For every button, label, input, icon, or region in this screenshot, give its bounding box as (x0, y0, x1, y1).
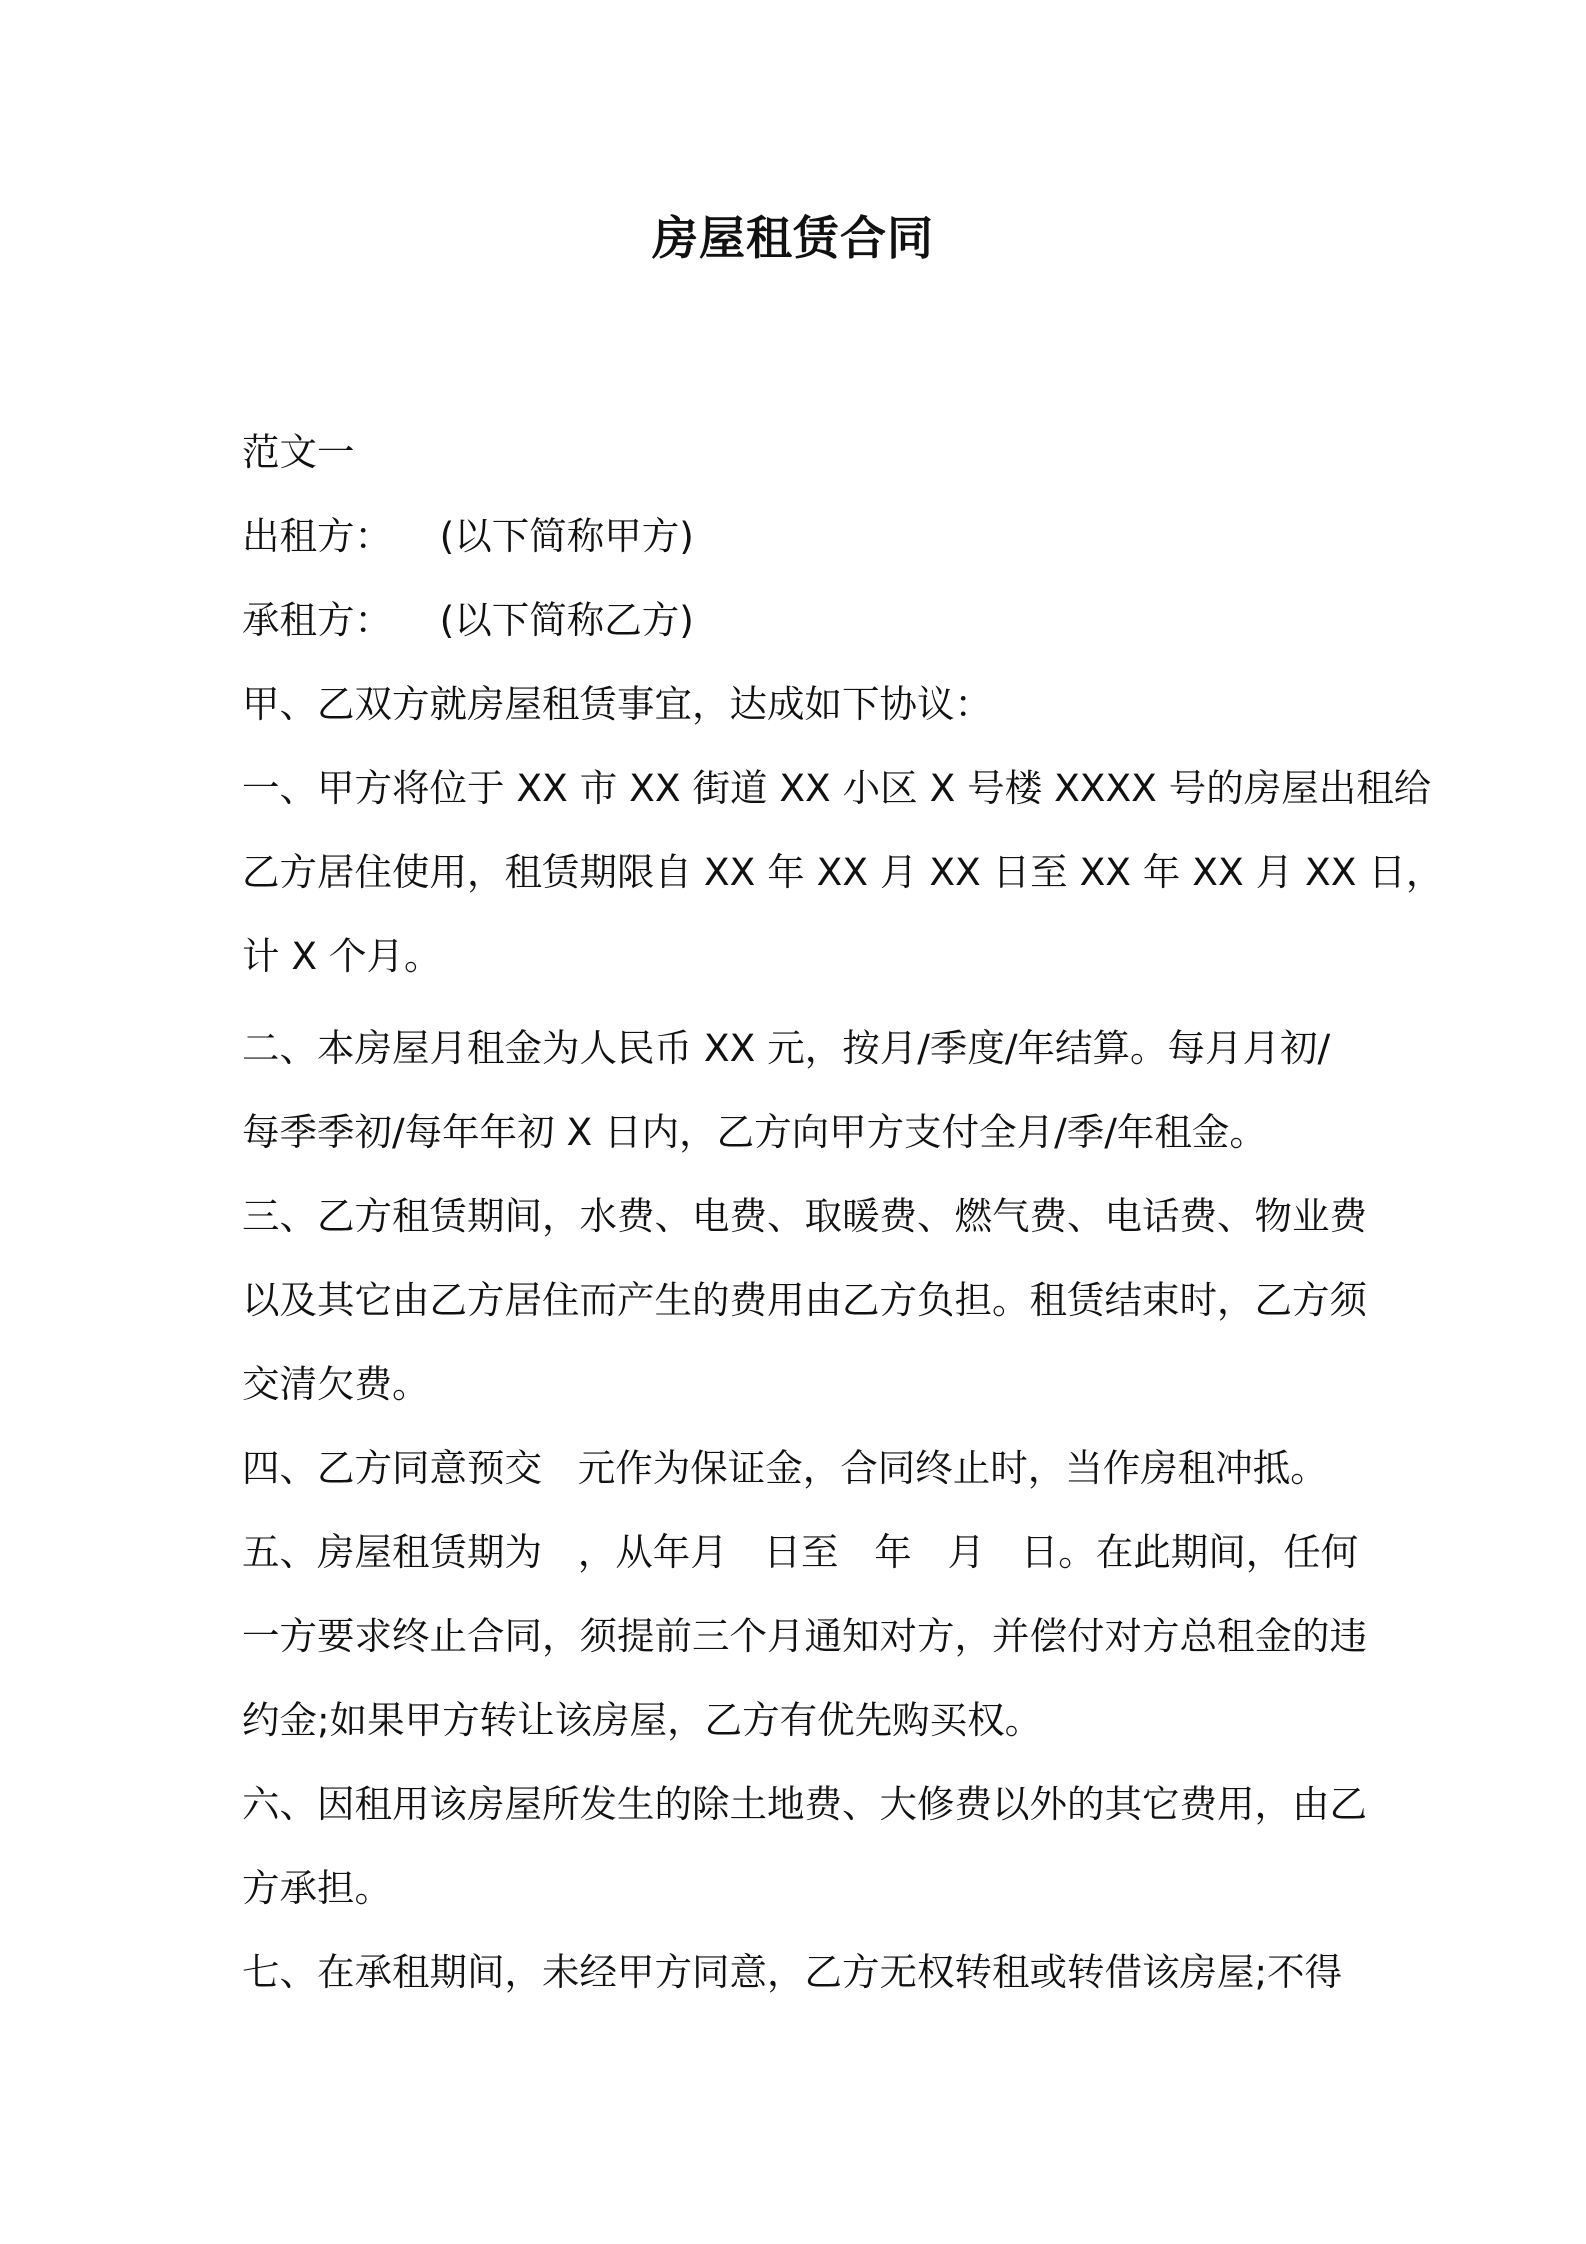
body-line: 范文一 (242, 430, 355, 474)
body-line: 交清欠费。 (242, 1362, 430, 1406)
body-line: 一、甲方将位于 XX 市 XX 街道 XX 小区 X 号楼 XXXX 号的房屋出租给 (242, 766, 1432, 810)
body-line: 甲、乙双方就房屋租赁事宜，达成如下协议： (242, 682, 992, 726)
body-line: 以及其它由乙方居住而产生的费用由乙方负担。租赁结束时，乙方须 (242, 1278, 1367, 1322)
body-line: 方承担。 (242, 1866, 392, 1910)
body-line: 承租方： (以下简称乙方) (242, 598, 694, 642)
document-body (242, 410, 1444, 2014)
body-line: 四、乙方同意预交 元作为保证金，合同终止时，当作房租冲抵。 (242, 1446, 1328, 1490)
body-line: 六、因租用该房屋所发生的除土地费、大修费以外的其它费用，由乙 (242, 1782, 1367, 1826)
body-line: 出租方： (以下简称甲方) (242, 514, 694, 558)
body-line: 乙方居住使用，租赁期限自 XX 年 XX 月 XX 日至 XX 年 XX 月 XX 日， (242, 850, 1444, 894)
body-line: 五、房屋租赁期为 ，从年月 日至 年 月 日。在此期间，任何 (242, 1530, 1359, 1574)
body-line: 七、在承租期间，未经甲方同意，乙方无权转租或转借该房屋;不得 (242, 1950, 1343, 1994)
body-line: 二、本房屋月租金为人民币 XX 元，按月/季度/年结算。每月月初/ (242, 1026, 1331, 1070)
body-line: 约金;如果甲方转让该房屋，乙方有优先购买权。 (242, 1698, 1043, 1742)
body-line: 计 X 个月。 (242, 934, 442, 978)
body-line: 一方要求终止合同，须提前三个月通知对方，并偿付对方总租金的违 (242, 1614, 1367, 1658)
body-line: 每季季初/每年年初 X 日内，乙方向甲方支付全月/季/年租金。 (242, 1110, 1267, 1154)
body-line: 三、乙方租赁期间，水费、电费、取暖费、燃气费、电话费、物业费 (242, 1194, 1367, 1238)
document-title: 房屋租赁合同 (652, 211, 934, 265)
